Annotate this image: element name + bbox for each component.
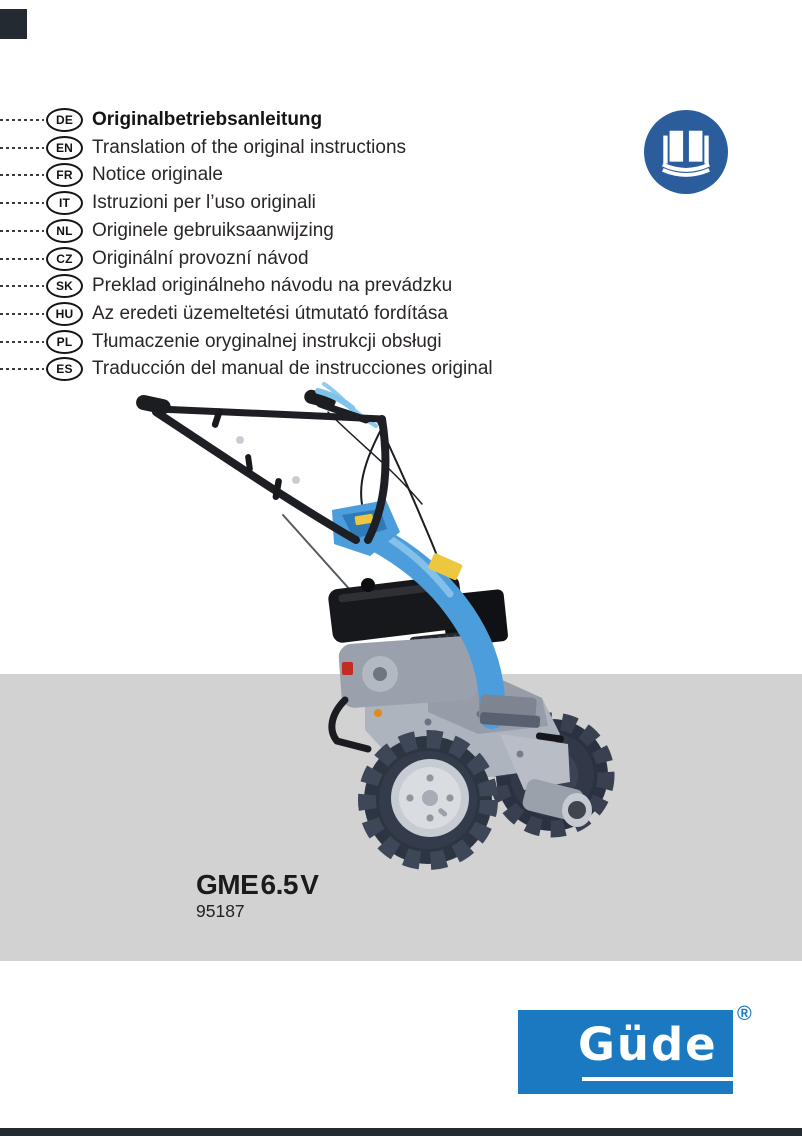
article-number: 95187 xyxy=(196,901,245,921)
language-row xyxy=(0,355,493,383)
language-label: Originalbetriebsanleitung xyxy=(92,109,323,130)
footer-bar xyxy=(0,1128,802,1136)
leader-line xyxy=(0,147,44,149)
language-badge: PL xyxy=(46,330,83,354)
language-label: Preklad originálneho návodu na prevádzku xyxy=(92,275,453,296)
language-label: Notice originale xyxy=(92,164,223,185)
language-badge: EN xyxy=(46,136,83,160)
language-label: Tłumaczenie oryginalnej instrukcji obsługi xyxy=(92,331,442,352)
leader-line xyxy=(0,313,44,315)
language-row xyxy=(0,217,334,245)
leader-line xyxy=(0,258,44,260)
leader-line xyxy=(0,341,44,343)
leader-line xyxy=(0,174,44,176)
corner-mark xyxy=(0,9,27,39)
language-badge: DE xyxy=(46,108,83,132)
brand-logo xyxy=(518,1010,733,1094)
language-row xyxy=(0,328,442,356)
language-row xyxy=(0,189,316,217)
leader-line xyxy=(0,368,44,370)
language-row xyxy=(0,106,322,134)
brand-name: Güde xyxy=(578,1018,718,1071)
language-label: Az eredeti üzemeltetési útmutató fordítása xyxy=(92,303,448,324)
leader-line xyxy=(0,230,44,232)
language-row xyxy=(0,161,223,189)
registered-trademark-symbol: ® xyxy=(737,1003,752,1025)
product-photo-machine xyxy=(128,382,618,887)
language-label: Originele gebruiksaanwijzing xyxy=(92,220,334,241)
language-badge: IT xyxy=(46,191,83,215)
left-wheel xyxy=(364,736,492,864)
language-label: Originální provozní návod xyxy=(92,248,309,269)
product-model: GME 6.5 V xyxy=(196,869,319,900)
language-row xyxy=(0,300,448,328)
language-label: Traducción del manual de instrucciones original xyxy=(92,358,493,379)
language-label: Translation of the original instructions xyxy=(92,137,407,158)
language-badge: ES xyxy=(46,357,83,381)
language-label: Istruzioni per l’uso originali xyxy=(92,192,316,213)
brand-underline xyxy=(582,1077,733,1081)
leader-line xyxy=(0,202,44,204)
language-row xyxy=(0,245,309,273)
language-badge: HU xyxy=(46,302,83,326)
language-badge: CZ xyxy=(46,247,83,271)
open-book-icon xyxy=(644,110,728,194)
language-badge: FR xyxy=(46,163,83,187)
language-row xyxy=(0,272,452,300)
language-badge: NL xyxy=(46,219,83,243)
language-badge: SK xyxy=(46,274,83,298)
language-row xyxy=(0,134,406,162)
leader-line xyxy=(0,285,44,287)
leader-line xyxy=(0,119,44,121)
